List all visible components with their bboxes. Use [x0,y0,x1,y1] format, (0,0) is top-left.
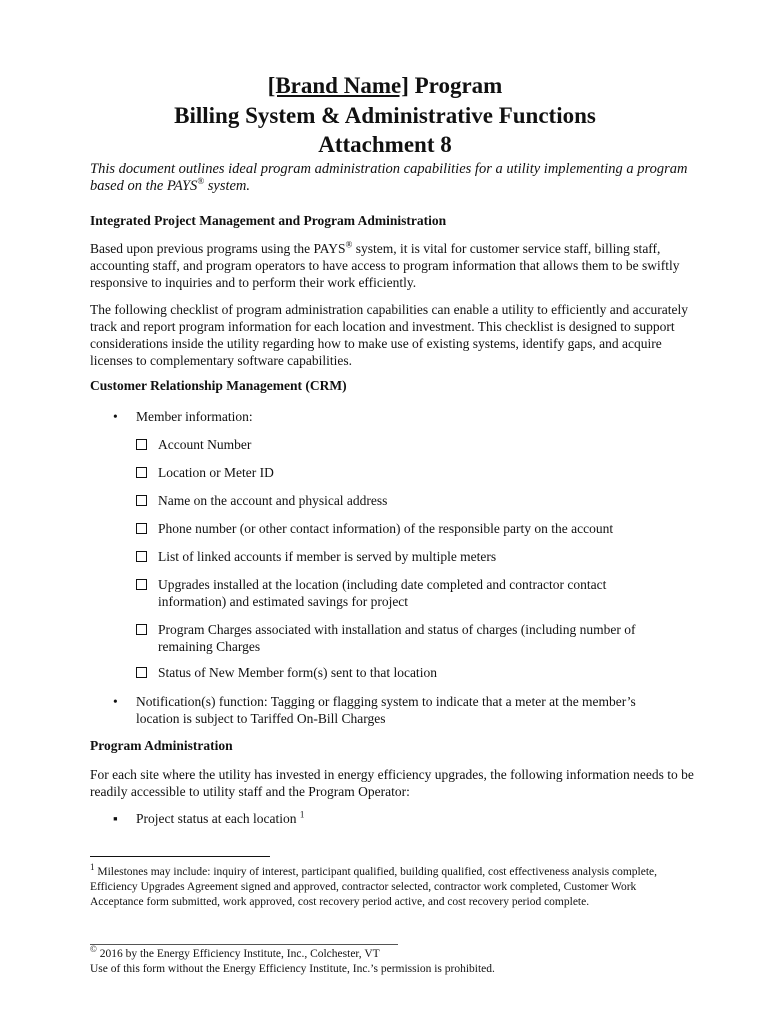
checkbox-icon[interactable] [136,624,147,635]
paragraph-checklist: The following checklist of program administration capabilities can enable a utility to efficiently and accurately track and report program information for each location and investment. This checklist is designed to support considerations inside the utility regarding how to make use of existing systems, identify gaps, and acquire licenses to complementary software capabilities. [90,302,689,368]
copyright-divider [90,944,398,945]
footnote-1 [90,862,690,910]
heading-integrated-pm: Integrated Project Management and Program Administration [90,213,447,228]
intro-part-2: system. [204,178,251,194]
checkbox-label: Status of New Member form(s) sent to that location [158,665,437,680]
heading-crm: Customer Relationship Management (CRM) [90,378,347,393]
registered-mark: ® [345,239,353,250]
program-word: Program [414,73,503,98]
title-line-1 [0,72,770,100]
copyright-mark: © [90,944,97,955]
paragraph-pays-access [90,240,695,291]
usage-notice: Use of this form without the Energy Efficiency Institute, Inc.’s permission is prohibited. [90,963,495,975]
heading-program-administration: Program Administration [90,738,233,753]
bullet-text [136,810,676,827]
footnote-1-text: Milestones may include: inquiry of interest, participant qualified, building qualified, cost effectiveness analysis complete, Efficiency Upgrades Agreement signed and approved, contractor selected, contractor work completed, Customer Work Acceptance form submitted, work approved, cost recovery period active, and cost recovery period complete. [90,866,658,908]
checkbox-label: Phone number (or other contact information) of the responsible party on the account [158,521,614,536]
paragraph-program-admin: For each site where the utility has invested in energy efficiency upgrades, the following information needs to be readily accessible to utility staff and the Program Operator: [90,767,694,799]
checkbox-icon[interactable] [136,523,147,534]
bullet-mark: • [113,694,118,709]
bullet-text: Notification(s) function: Tagging or flagging system to indicate that a meter at the member’s location is subject to Tariffed On-Bill Charges [136,694,636,726]
footnote-number: 1 [90,862,95,873]
para1-part-2: system, it is vital for customer service staff, billing staff, accounting staff, and program operators to have access to program information that allows them to be swiftly responsive to inquiries and to perform their work efficiently. [90,241,680,290]
checkbox-icon[interactable] [136,495,147,506]
project-status-text: Project status at each location [136,811,297,826]
square-bullet-mark: ▪ [113,811,118,826]
checkbox-label: List of linked accounts if member is served by multiple meters [158,549,497,564]
checkbox-icon[interactable] [136,467,147,478]
checkbox-icon[interactable] [136,439,147,450]
checkbox-label: Name on the account and physical address [158,493,388,508]
checkbox-label: Upgrades installed at the location (including date completed and contractor contact information) and estimated savings for project [158,577,607,609]
intro-text [90,161,690,195]
footnote-divider [90,856,270,857]
checkbox-icon[interactable] [136,551,147,562]
title-line-3: Attachment 8 [318,132,452,157]
intro-part-1: This document outlines ideal program administration capabilities for a utility implementing a program based on the PAYS [90,161,688,194]
copyright-text: 2016 by the Energy Efficiency Institute, Inc., Colchester, VT [96,948,380,960]
copyright-notice [90,944,690,962]
checkbox-label: Account Number [158,437,252,452]
checkbox-icon[interactable] [136,667,147,678]
checkbox-label: Program Charges associated with installation and status of charges (including number of remaining Charges [158,622,636,654]
brand-name: [Brand Name] [267,73,409,98]
checkbox-label: Location or Meter ID [158,465,274,480]
bullet-text: Member information: [136,409,253,424]
title-line-2: Billing System & Administrative Functions [174,103,596,128]
bullet-mark: • [113,409,118,424]
registered-mark: ® [197,176,205,187]
checkbox-icon[interactable] [136,579,147,590]
footnote-reference[interactable]: 1 [299,809,305,820]
para1-part-1: Based upon previous programs using the PAYS [90,241,346,256]
